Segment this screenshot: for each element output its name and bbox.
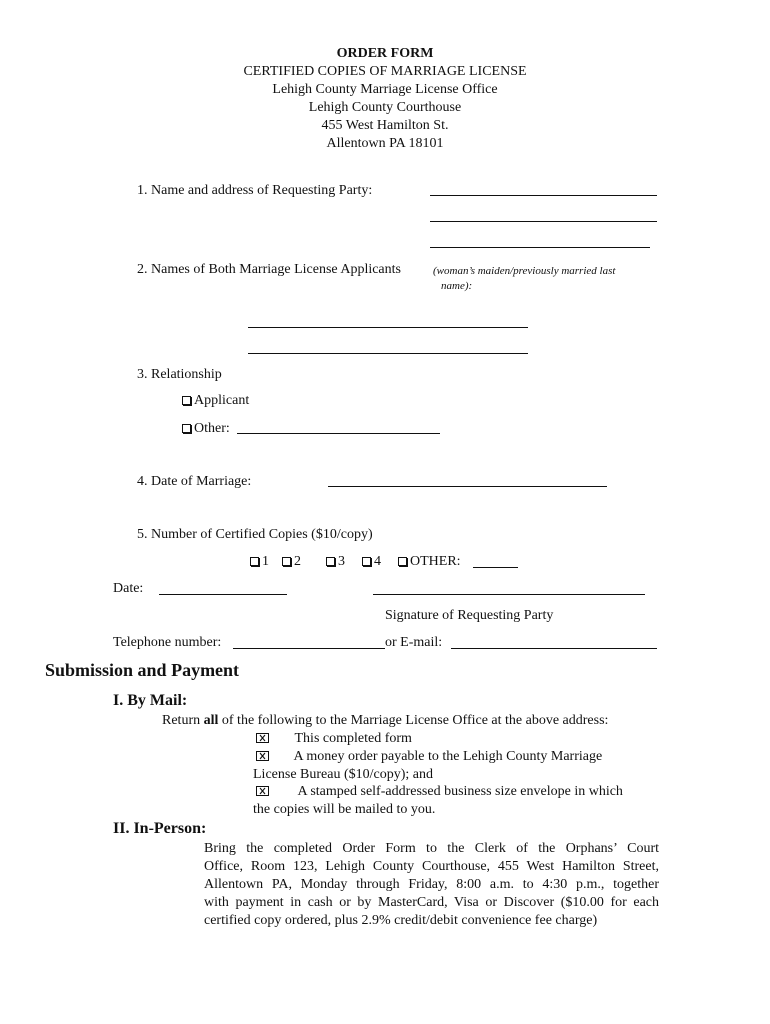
item-4-label: 4. Date of Marriage: — [137, 474, 252, 489]
copies-1-checkbox[interactable] — [250, 557, 259, 566]
copies-4-label: 4 — [374, 554, 381, 569]
signature-line[interactable] — [373, 594, 645, 595]
by-mail-intro-bold: all — [203, 713, 219, 728]
email-line[interactable] — [451, 648, 657, 649]
mail-item-2 — [256, 748, 602, 766]
signature-label: Signature of Requesting Party — [385, 608, 554, 623]
by-mail-intro-start: Return — [162, 713, 204, 728]
copies-other-label: OTHER: — [410, 554, 461, 569]
other-relationship-line[interactable] — [237, 433, 440, 434]
requesting-party-line-2[interactable] — [430, 221, 657, 222]
by-mail-intro — [162, 712, 608, 730]
mail-item-2-text: A money order payable to the Lehigh County Marriage — [293, 749, 603, 764]
telephone-line[interactable] — [233, 648, 385, 649]
checked-box-icon — [256, 751, 269, 761]
other-checkbox[interactable] — [182, 424, 191, 433]
mail-item-2-cont: License Bureau ($10/copy); and — [253, 767, 433, 782]
other-option-label: Other: — [194, 421, 230, 436]
copies-2-label: 2 — [294, 554, 301, 569]
in-person-line-1: Bring the completed Order Form to the Clerk of the Orphans’ Court — [204, 841, 659, 856]
email-label: or E-mail: — [385, 635, 443, 650]
copies-3-label: 3 — [338, 554, 345, 569]
street-address: 455 West Hamilton St. — [321, 118, 449, 133]
copies-other-checkbox[interactable] — [398, 557, 407, 566]
mail-item-3-text: A stamped self-addressed business size envelope in which — [297, 784, 623, 799]
city-address: Allentown PA 18101 — [326, 136, 444, 151]
item-2-note: (woman’s maiden/previously married last — [433, 265, 616, 277]
checked-box-icon — [256, 786, 269, 796]
item-1-label: 1. Name and address of Requesting Party: — [137, 183, 373, 198]
office-name: Lehigh County Marriage License Office — [272, 82, 498, 97]
item-3-label: 3. Relationship — [137, 367, 222, 382]
applicant-checkbox[interactable] — [182, 396, 191, 405]
by-mail-heading: I. By Mail: — [113, 692, 188, 709]
copies-1-label: 1 — [262, 554, 269, 569]
mail-item-3 — [256, 783, 623, 801]
item-2-note-cont: name): — [441, 280, 473, 292]
copies-option-3[interactable] — [326, 553, 345, 570]
checked-box-icon — [256, 733, 269, 743]
form-title: ORDER FORM — [336, 46, 434, 61]
marriage-date-line[interactable] — [328, 486, 607, 487]
building-name: Lehigh County Courthouse — [308, 100, 462, 115]
mail-item-1-text: This completed form — [294, 731, 412, 746]
telephone-label: Telephone number: — [113, 635, 222, 650]
form-subtitle: CERTIFIED COPIES OF MARRIAGE LICENSE — [243, 64, 527, 79]
mail-item-3-cont: the copies will be mailed to you. — [253, 802, 436, 817]
requesting-party-line-1[interactable] — [430, 195, 657, 196]
copies-option-2[interactable] — [282, 553, 301, 570]
submission-heading: Submission and Payment — [45, 660, 240, 680]
applicant-name-line-2[interactable] — [248, 353, 528, 354]
in-person-line-2: Office, Room 123, Lehigh County Courthouse, 455 West Hamilton Street, — [204, 859, 659, 874]
form-header — [0, 45, 770, 153]
copies-option-1[interactable] — [250, 553, 269, 570]
in-person-line-5: certified copy ordered, plus 2.9% credit/debit convenience fee charge) — [204, 913, 598, 928]
applicant-option[interactable] — [182, 392, 249, 409]
copies-option-4[interactable] — [362, 553, 381, 570]
copies-3-checkbox[interactable] — [326, 557, 335, 566]
date-line[interactable] — [159, 594, 287, 595]
applicant-option-label: Applicant — [194, 393, 250, 408]
requesting-party-line-3[interactable] — [430, 247, 650, 248]
in-person-heading: II. In-Person: — [113, 820, 207, 837]
applicant-name-line-1[interactable] — [248, 327, 528, 328]
in-person-line-3: Allentown PA, Monday through Friday, 8:00 a.m. to 4:30 p.m., together — [204, 877, 659, 892]
in-person-line-4: with payment in cash or by MasterCard, Visa or Discover ($10.00 for each — [204, 895, 659, 910]
copies-other-line[interactable] — [473, 567, 518, 568]
item-2-label: 2. Names of Both Marriage License Applicants — [137, 262, 401, 277]
mail-item-1 — [256, 730, 412, 748]
date-label: Date: — [113, 581, 144, 596]
by-mail-intro-end: of the following to the Marriage License Office at the above address: — [218, 713, 609, 728]
other-option[interactable] — [182, 420, 230, 437]
copies-option-other[interactable] — [398, 553, 461, 570]
item-5-label: 5. Number of Certified Copies ($10/copy) — [137, 527, 373, 542]
copies-2-checkbox[interactable] — [282, 557, 291, 566]
copies-4-checkbox[interactable] — [362, 557, 371, 566]
